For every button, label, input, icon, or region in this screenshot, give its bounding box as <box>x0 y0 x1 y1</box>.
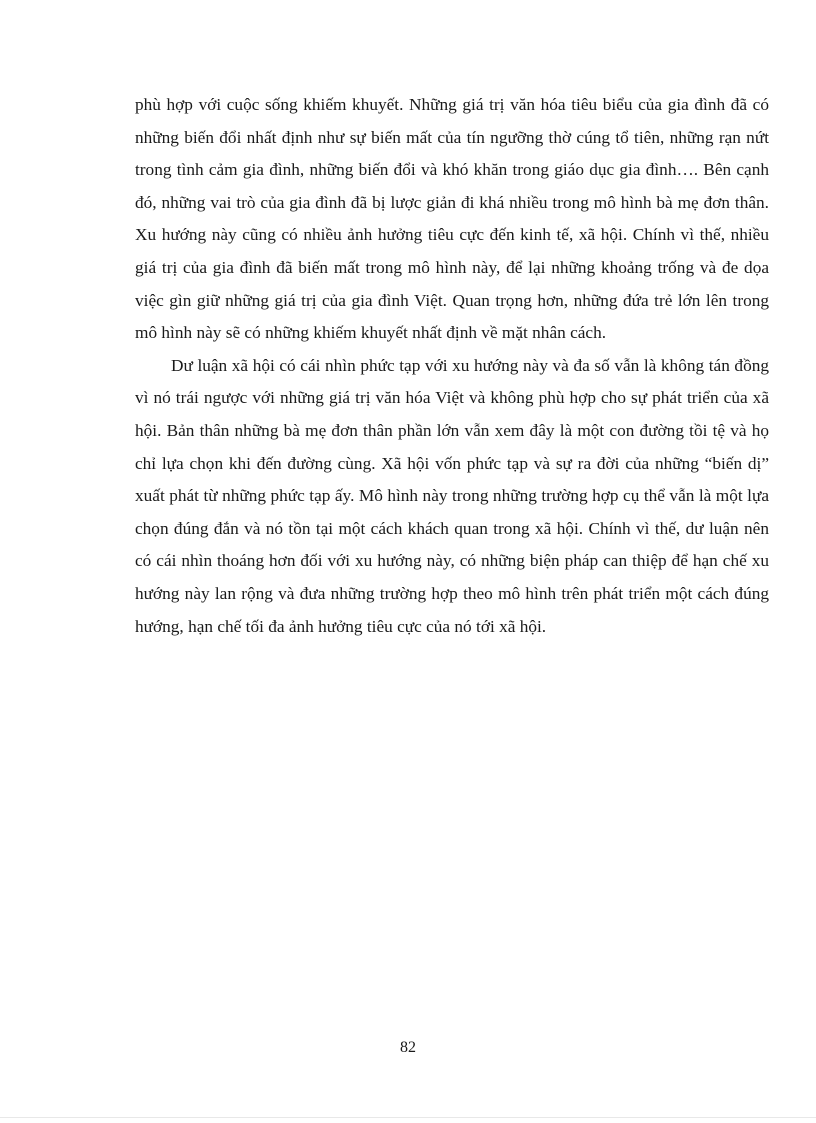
paragraph-public-opinion: Dư luận xã hội có cái nhìn phức tạp với xu hướng này và đa số vẫn là không tán đồng vì nó trái ngược với những giá trị văn hóa Việt và không phù hợp cho sự phát triển của xã hội. Bản thân những bà mẹ đơn thân phần lớn vẫn xem đây là một con đường tồi tệ và họ chỉ lựa chọn khi đến đường cùng. Xã hội vốn phức tạp và sự ra đời của những “biến dị” xuất phát từ những phức tạp ấy. Mô hình này trong những trường hợp cụ thể vẫn là một lựa chọn đúng đắn và nó tồn tại một cách khách quan trong xã hội. Chính vì thế, dư luận nên có cái nhìn thoáng hơn đối với xu hướng này, có những biện pháp can thiệp để hạn chế xu hướng này lan rộng và đưa những trường hợp theo mô hình trên phát triển một cách đúng hướng, hạn chế tối đa ảnh hưởng tiêu cực của nó tới xã hội. <box>135 355 769 636</box>
page-bottom-edge <box>0 1117 816 1118</box>
body-text <box>135 89 769 643</box>
paragraph-continuation: phù hợp với cuộc sống khiếm khuyết. Những giá trị văn hóa tiêu biểu của gia đình đã có những biến đổi nhất định như sự biến mất của tín ngưỡng thờ cúng tổ tiên, những rạn nứt trong tình cảm gia đình, những biến đổi và khó khăn trong giáo dục gia đình…. Bên cạnh đó, những vai trò của gia đình đã bị lược giản đi khá nhiều trong mô hình bà mẹ đơn thân. Xu hướng này cũng có nhiều ảnh hưởng tiêu cực đến kinh tế, xã hội. Chính vì thế, nhiều giá trị của gia đình đã biến mất trong mô hình này, để lại những khoảng trống và đe dọa việc gìn giữ những giá trị của gia đình Việt. Quan trọng hơn, những đứa trẻ lớn lên trong mô hình này sẽ có những khiếm khuyết nhất định về mặt nhân cách. <box>135 95 769 343</box>
page-number: 82 <box>400 1039 416 1056</box>
